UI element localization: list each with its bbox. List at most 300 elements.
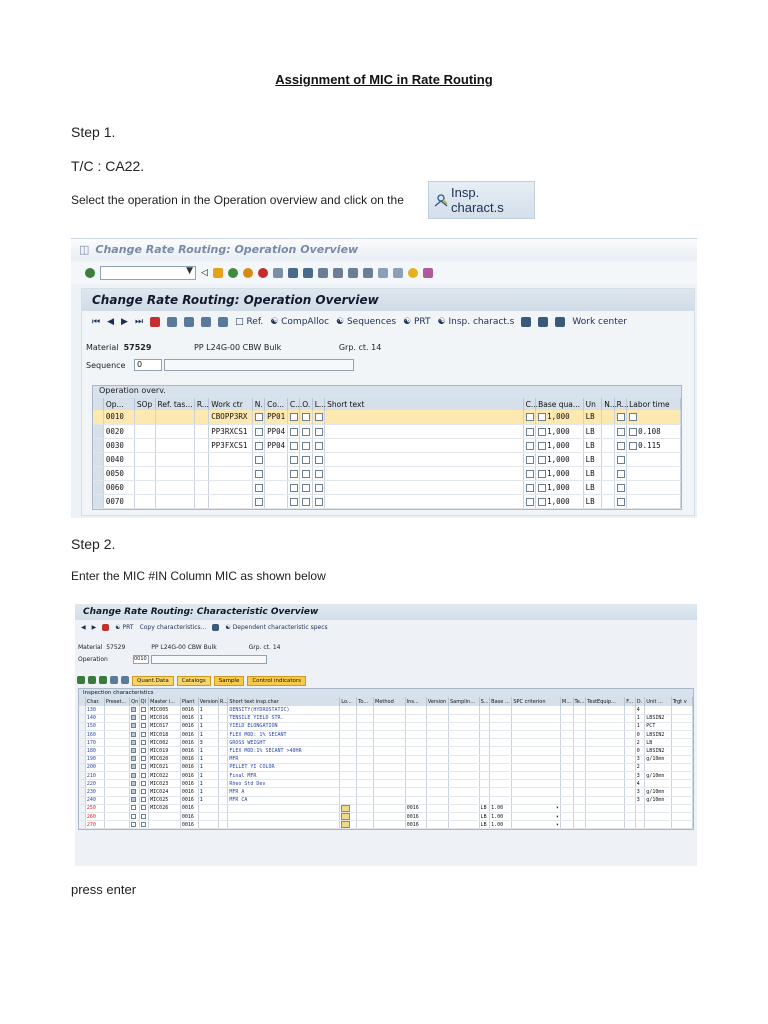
table-cell[interactable] <box>104 812 129 820</box>
checkbox[interactable] <box>131 732 136 737</box>
table-cell[interactable] <box>374 706 406 714</box>
checkbox[interactable] <box>131 773 136 778</box>
table-cell[interactable] <box>645 788 671 796</box>
table-cell[interactable] <box>635 804 645 812</box>
table-cell[interactable] <box>671 739 692 747</box>
grid-icon[interactable] <box>77 676 85 684</box>
dependent-specs-button[interactable]: ☯ Dependent characteristic specs <box>225 623 328 631</box>
table-cell[interactable] <box>523 466 535 480</box>
table-cell[interactable] <box>103 438 134 452</box>
first-record-icon[interactable]: ⏮ <box>92 317 101 327</box>
checkbox[interactable] <box>131 805 136 810</box>
table-cell[interactable] <box>512 780 561 788</box>
table-cell[interactable] <box>374 812 406 820</box>
checkbox[interactable] <box>302 470 310 478</box>
table-cell[interactable] <box>426 772 448 780</box>
table-cell[interactable] <box>560 706 573 714</box>
checkbox[interactable] <box>302 484 310 492</box>
table-cell[interactable] <box>300 494 312 508</box>
table-row[interactable] <box>79 739 693 747</box>
prt-button[interactable]: ☯ PRT <box>403 317 431 327</box>
table-row[interactable] <box>79 747 693 755</box>
col-header[interactable]: L... <box>312 398 324 410</box>
table-cell[interactable] <box>325 466 524 480</box>
table-cell[interactable] <box>325 480 524 494</box>
table-cell[interactable] <box>573 722 586 730</box>
table-cell[interactable] <box>573 772 586 780</box>
find-next-icon[interactable] <box>303 268 313 278</box>
table-cell[interactable] <box>405 821 426 829</box>
checkbox[interactable] <box>538 470 546 478</box>
table-cell[interactable] <box>560 788 573 796</box>
table-cell[interactable] <box>448 747 479 755</box>
table-cell[interactable] <box>479 796 490 804</box>
edit-icon[interactable] <box>218 317 228 327</box>
command-field[interactable] <box>100 266 196 280</box>
table-cell[interactable] <box>374 788 406 796</box>
table-cell[interactable] <box>218 796 228 804</box>
table-cell[interactable] <box>130 812 140 820</box>
table-cell[interactable] <box>85 780 104 788</box>
table-row[interactable] <box>79 796 693 804</box>
table-cell[interactable] <box>583 494 602 508</box>
table-cell[interactable] <box>149 821 181 829</box>
table-cell[interactable] <box>134 452 155 466</box>
table-cell[interactable] <box>340 755 357 763</box>
table-cell[interactable] <box>198 722 218 730</box>
table-cell[interactable] <box>625 706 636 714</box>
table-cell[interactable] <box>426 731 448 739</box>
table-cell[interactable] <box>479 747 490 755</box>
tab-catalogs[interactable]: Catalogs <box>177 676 211 686</box>
table-cell[interactable] <box>635 796 645 804</box>
table-cell[interactable] <box>635 722 645 730</box>
table-cell[interactable] <box>155 494 194 508</box>
table-cell[interactable] <box>218 804 228 812</box>
table-cell[interactable] <box>198 714 218 722</box>
table-cell[interactable] <box>130 788 140 796</box>
table-cell[interactable] <box>405 747 426 755</box>
table-cell[interactable] <box>479 812 490 820</box>
enter-check-icon[interactable] <box>85 268 95 278</box>
table-cell[interactable] <box>104 722 129 730</box>
table-cell[interactable] <box>180 796 198 804</box>
table-cell[interactable] <box>103 494 134 508</box>
table-cell[interactable] <box>512 772 561 780</box>
table-cell[interactable] <box>139 714 149 722</box>
col-header[interactable]: Ql <box>139 697 149 706</box>
table-cell[interactable] <box>85 706 104 714</box>
hierarchy-icon[interactable] <box>521 317 531 327</box>
table-cell[interactable] <box>448 796 479 804</box>
table-cell[interactable] <box>602 424 614 438</box>
col-header[interactable]: Qn <box>131 698 139 705</box>
checkbox[interactable] <box>255 456 263 464</box>
table-cell[interactable] <box>130 755 140 763</box>
table-cell[interactable] <box>104 706 129 714</box>
table-cell[interactable] <box>180 706 198 714</box>
checkbox[interactable] <box>315 470 323 478</box>
table-cell[interactable] <box>560 739 573 747</box>
table-cell[interactable] <box>265 424 288 438</box>
checkbox[interactable] <box>290 456 298 464</box>
table-cell[interactable] <box>645 755 671 763</box>
table-cell[interactable] <box>265 452 288 466</box>
table-cell[interactable] <box>312 480 324 494</box>
table-cell[interactable] <box>85 755 104 763</box>
table-cell[interactable] <box>357 796 374 804</box>
table-cell[interactable] <box>130 747 140 755</box>
table-cell[interactable] <box>405 796 426 804</box>
table-cell[interactable] <box>357 763 374 771</box>
table-cell[interactable] <box>671 812 692 820</box>
col-header[interactable]: To... <box>357 697 374 706</box>
table-cell[interactable] <box>560 772 573 780</box>
table-cell[interactable] <box>149 780 181 788</box>
select-all-icon[interactable] <box>167 317 177 327</box>
table-cell[interactable] <box>198 804 218 812</box>
table-cell[interactable] <box>536 494 584 508</box>
table-row[interactable] <box>79 812 693 820</box>
exit-icon[interactable] <box>243 268 253 278</box>
table-cell[interactable] <box>625 722 636 730</box>
table-cell[interactable] <box>573 812 586 820</box>
tab-quant-data[interactable]: Quant.Data <box>132 676 174 686</box>
table-cell[interactable] <box>228 731 340 739</box>
table-cell[interactable] <box>103 424 134 438</box>
table-cell[interactable] <box>198 747 218 755</box>
col-header[interactable]: Lo... <box>340 697 357 706</box>
table-cell[interactable] <box>645 812 671 820</box>
table-cell[interactable] <box>340 812 357 820</box>
col-header[interactable]: S... <box>480 698 489 705</box>
table-cell[interactable] <box>180 772 198 780</box>
table-cell[interactable] <box>180 739 198 747</box>
table-cell[interactable] <box>573 739 586 747</box>
table-cell[interactable] <box>139 821 149 829</box>
table-cell[interactable] <box>340 780 357 788</box>
col-header[interactable]: Op... <box>103 398 134 410</box>
table-cell[interactable] <box>104 772 129 780</box>
compalloc-button[interactable]: ☯ CompAlloc <box>270 317 330 327</box>
table-row[interactable] <box>93 494 681 508</box>
col-header[interactable]: Labor time <box>627 398 681 410</box>
table-cell[interactable] <box>85 821 104 829</box>
checkbox[interactable] <box>302 442 310 450</box>
table-cell[interactable] <box>635 706 645 714</box>
table-cell[interactable] <box>490 772 512 780</box>
table-cell[interactable] <box>374 739 406 747</box>
table-cell[interactable] <box>300 438 312 452</box>
table-cell[interactable] <box>340 788 357 796</box>
row-selector[interactable] <box>93 452 103 466</box>
table-cell[interactable] <box>130 722 140 730</box>
table-cell[interactable] <box>512 763 561 771</box>
table-cell[interactable] <box>155 438 194 452</box>
checkbox[interactable] <box>131 814 136 819</box>
checkbox[interactable] <box>315 484 323 492</box>
table-cell[interactable] <box>573 706 586 714</box>
table-cell[interactable] <box>512 747 561 755</box>
table-cell[interactable] <box>198 739 218 747</box>
table-cell[interactable] <box>448 812 479 820</box>
grid-icon[interactable] <box>88 676 96 684</box>
table-cell[interactable] <box>523 452 535 466</box>
table-cell[interactable] <box>300 466 312 480</box>
table-cell[interactable] <box>218 739 228 747</box>
next-page-icon[interactable] <box>348 268 358 278</box>
table-cell[interactable] <box>357 731 374 739</box>
table-cell[interactable] <box>252 410 264 424</box>
table-cell[interactable] <box>426 796 448 804</box>
checkbox[interactable] <box>617 428 625 436</box>
table-cell[interactable] <box>340 747 357 755</box>
next-record-icon[interactable]: ▶ <box>91 623 97 631</box>
next-record-icon[interactable]: ▶ <box>121 317 128 327</box>
table-cell[interactable] <box>228 788 340 796</box>
table-cell[interactable] <box>149 763 181 771</box>
table-cell[interactable] <box>300 410 312 424</box>
table-cell[interactable] <box>426 780 448 788</box>
col-header[interactable]: TestEquip... <box>586 697 625 706</box>
col-header[interactable]: Te... <box>574 698 585 705</box>
table-cell[interactable] <box>523 494 535 508</box>
table-cell[interactable] <box>300 424 312 438</box>
table-cell[interactable] <box>218 722 228 730</box>
table-cell[interactable] <box>536 480 584 494</box>
checkbox[interactable] <box>538 413 546 421</box>
table-cell[interactable] <box>671 706 692 714</box>
find-icon[interactable] <box>288 268 298 278</box>
col-header[interactable]: Base ... <box>490 697 512 706</box>
table-row[interactable] <box>79 804 693 812</box>
table-cell[interactable] <box>374 763 406 771</box>
col-header[interactable]: Short text insp.char <box>228 697 340 706</box>
chevron-down-icon[interactable]: ▾ <box>555 805 559 812</box>
table-cell[interactable] <box>180 722 198 730</box>
table-cell[interactable] <box>155 424 194 438</box>
table-cell[interactable] <box>374 755 406 763</box>
table-row[interactable] <box>93 410 681 424</box>
table-cell[interactable] <box>560 796 573 804</box>
col-header[interactable]: M... <box>560 697 573 706</box>
table-cell[interactable] <box>218 772 228 780</box>
shortcut-icon[interactable] <box>393 268 403 278</box>
table-row[interactable] <box>79 772 693 780</box>
table-cell[interactable] <box>671 714 692 722</box>
checkbox[interactable] <box>141 707 146 712</box>
table-cell[interactable] <box>586 821 625 829</box>
checkbox[interactable] <box>315 498 323 506</box>
table-cell[interactable] <box>340 706 357 714</box>
checkbox[interactable] <box>629 428 637 436</box>
table-cell[interactable] <box>180 821 198 829</box>
table-cell[interactable] <box>149 755 181 763</box>
table-cell[interactable] <box>198 812 218 820</box>
table-cell[interactable] <box>490 821 512 829</box>
checkbox[interactable] <box>131 723 136 728</box>
table-row[interactable] <box>79 706 693 714</box>
table-cell[interactable] <box>312 466 324 480</box>
checkbox[interactable] <box>141 748 146 753</box>
checkbox[interactable] <box>617 442 625 450</box>
row-selector[interactable] <box>93 466 103 480</box>
prev-record-icon[interactable]: ◀ <box>107 317 115 327</box>
checkbox[interactable] <box>255 413 263 421</box>
table-cell[interactable] <box>645 714 671 722</box>
table-cell[interactable] <box>573 714 586 722</box>
table-cell[interactable] <box>671 722 692 730</box>
table-cell[interactable] <box>357 821 374 829</box>
table-cell[interactable] <box>627 438 681 452</box>
document-icon[interactable] <box>341 821 350 828</box>
table-cell[interactable] <box>340 731 357 739</box>
table-cell[interactable] <box>560 804 573 812</box>
table-cell[interactable] <box>287 438 299 452</box>
table-cell[interactable] <box>374 804 406 812</box>
table-cell[interactable] <box>374 722 406 730</box>
table-cell[interactable] <box>194 466 208 480</box>
table-cell[interactable] <box>671 763 692 771</box>
table-cell[interactable] <box>602 480 614 494</box>
table-cell[interactable] <box>209 480 252 494</box>
table-cell[interactable] <box>405 763 426 771</box>
table-cell[interactable] <box>573 804 586 812</box>
table-cell[interactable] <box>583 466 602 480</box>
table-cell[interactable] <box>635 772 645 780</box>
col-header[interactable]: C... <box>523 398 535 410</box>
table-cell[interactable] <box>209 424 252 438</box>
table-cell[interactable] <box>357 812 374 820</box>
table-cell[interactable] <box>560 731 573 739</box>
table-cell[interactable] <box>155 410 194 424</box>
table-row[interactable] <box>79 780 693 788</box>
table-cell[interactable] <box>228 796 340 804</box>
table-cell[interactable] <box>490 796 512 804</box>
table-cell[interactable] <box>340 763 357 771</box>
tab-sample[interactable]: Sample <box>214 676 245 686</box>
table-cell[interactable] <box>573 747 586 755</box>
table-cell[interactable] <box>194 480 208 494</box>
table-cell[interactable] <box>130 731 140 739</box>
table-cell[interactable] <box>645 804 671 812</box>
table-cell[interactable] <box>374 731 406 739</box>
table-cell[interactable] <box>583 424 602 438</box>
table-cell[interactable] <box>635 739 645 747</box>
table-cell[interactable] <box>103 410 134 424</box>
grid-icon[interactable] <box>121 676 129 684</box>
table-cell[interactable] <box>104 821 129 829</box>
col-header[interactable]: Method <box>374 697 406 706</box>
table-cell[interactable] <box>602 410 614 424</box>
table-cell[interactable] <box>228 755 340 763</box>
table-cell[interactable] <box>139 780 149 788</box>
table-cell[interactable] <box>635 821 645 829</box>
table-cell[interactable] <box>635 780 645 788</box>
table-cell[interactable] <box>405 731 426 739</box>
table-cell[interactable] <box>357 780 374 788</box>
table-cell[interactable] <box>149 772 181 780</box>
col-header[interactable]: R... <box>194 398 208 410</box>
table-cell[interactable] <box>149 706 181 714</box>
table-cell[interactable] <box>490 731 512 739</box>
table-cell[interactable] <box>139 812 149 820</box>
table-cell[interactable] <box>149 788 181 796</box>
table-row[interactable] <box>79 731 693 739</box>
table-cell[interactable] <box>218 706 228 714</box>
help-icon[interactable] <box>408 268 418 278</box>
document-icon[interactable] <box>341 813 350 820</box>
table-cell[interactable] <box>85 722 104 730</box>
table-cell[interactable] <box>635 788 645 796</box>
table-cell[interactable] <box>149 804 181 812</box>
checkbox[interactable] <box>617 470 625 478</box>
table-cell[interactable] <box>448 821 479 829</box>
table-cell[interactable] <box>405 780 426 788</box>
table-cell[interactable] <box>228 763 340 771</box>
table-cell[interactable] <box>627 452 681 466</box>
table-cell[interactable] <box>104 731 129 739</box>
table-cell[interactable] <box>405 788 426 796</box>
table-cell[interactable] <box>149 812 181 820</box>
col-header[interactable]: N... <box>602 398 614 410</box>
checkbox[interactable] <box>131 789 136 794</box>
checkbox[interactable] <box>131 756 136 761</box>
table-cell[interactable] <box>312 410 324 424</box>
table-cell[interactable] <box>194 438 208 452</box>
table-cell[interactable] <box>85 796 104 804</box>
table-cell[interactable] <box>85 747 104 755</box>
table-cell[interactable] <box>180 780 198 788</box>
table-cell[interactable] <box>312 438 324 452</box>
table-cell[interactable] <box>573 755 586 763</box>
insp-charact-toolbar-button[interactable]: ☯ Insp. charact.s <box>437 317 515 327</box>
checkbox[interactable] <box>629 413 637 421</box>
table-cell[interactable] <box>426 763 448 771</box>
table-cell[interactable] <box>287 410 299 424</box>
table-cell[interactable] <box>130 796 140 804</box>
col-header[interactable]: Master i... <box>149 697 181 706</box>
checkbox[interactable] <box>141 715 146 720</box>
table-cell[interactable] <box>194 494 208 508</box>
table-cell[interactable] <box>198 780 218 788</box>
checkbox[interactable] <box>141 756 146 761</box>
layout-icon[interactable] <box>423 268 433 278</box>
table-cell[interactable] <box>625 804 636 812</box>
table-cell[interactable] <box>614 410 626 424</box>
table-cell[interactable] <box>671 804 692 812</box>
copy-characteristics-button[interactable]: Copy characteristics... <box>139 623 207 631</box>
table-cell[interactable] <box>479 714 490 722</box>
table-cell[interactable] <box>573 788 586 796</box>
table-cell[interactable] <box>490 763 512 771</box>
table-cell[interactable] <box>627 424 681 438</box>
col-header[interactable]: R... <box>614 398 626 410</box>
table-cell[interactable] <box>139 804 149 812</box>
table-cell[interactable] <box>586 788 625 796</box>
table-cell[interactable] <box>252 466 264 480</box>
table-cell[interactable] <box>198 788 218 796</box>
table-cell[interactable] <box>357 722 374 730</box>
prev-page-icon[interactable] <box>333 268 343 278</box>
col-header[interactable]: F... <box>625 697 636 706</box>
table-cell[interactable] <box>671 788 692 796</box>
table-cell[interactable] <box>560 722 573 730</box>
table-cell[interactable] <box>180 714 198 722</box>
table-cell[interactable] <box>645 821 671 829</box>
checkbox[interactable] <box>141 797 146 802</box>
checkbox[interactable] <box>302 456 310 464</box>
